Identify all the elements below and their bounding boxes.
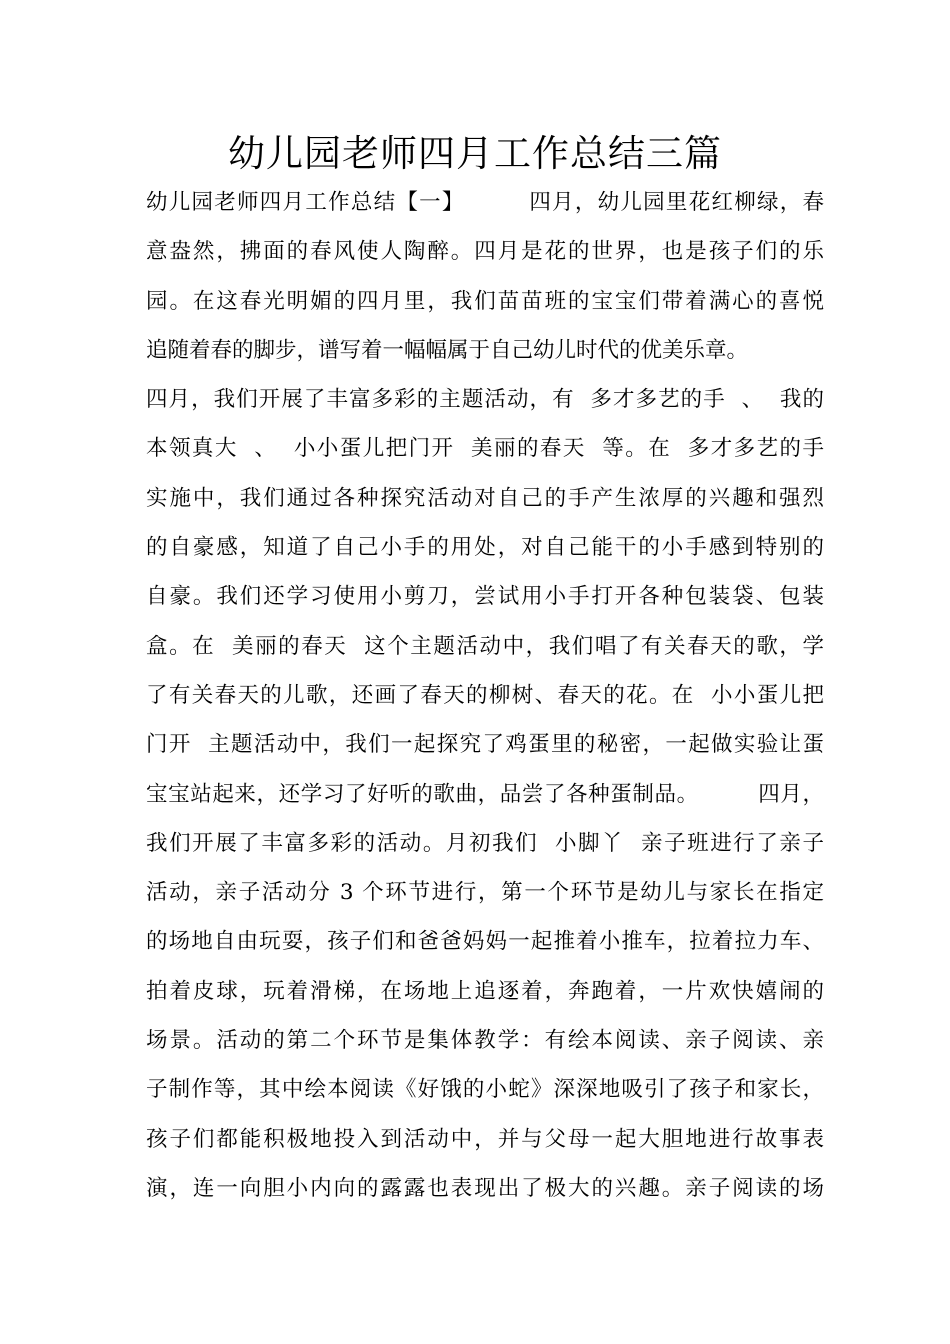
body-line: 自豪。我们还学习使用小剪刀，尝试用小手打开各种包装袋、包装 (146, 584, 824, 610)
body-line: 孩子们都能积极地投入到活动中，并与父母一起大胆地进行故事表 (146, 1126, 824, 1152)
body-line: 宝宝站起来，还学习了好听的歌曲，品尝了各种蛋制品。 四月， (146, 781, 824, 807)
body-line: 幼儿园老师四月工作总结【一】 四月，幼儿园里花红柳绿，春 (146, 190, 824, 215)
body-line: 实施中，我们通过各种探究活动对自己的手产生浓厚的兴趣和强烈 (146, 485, 824, 511)
body-line: 意盎然，拂面的春风使人陶醉。四月是花的世界，也是孩子们的乐 (146, 239, 824, 265)
body-line: 场景。活动的第二个环节是集体教学：有绘本阅读、亲子阅读、亲 (146, 1028, 824, 1054)
body-line: 园。在这春光明媚的四月里，我们苗苗班的宝宝们带着满心的喜悦 (146, 288, 824, 314)
body-line: 四月，我们开展了丰富多彩的主题活动，有 多才多艺的手 、 我的 (146, 387, 824, 413)
body-line: 子制作等，其中绘本阅读《好饿的小蛇》深深地吸引了孩子和家长， (146, 1077, 824, 1103)
body-line: 的场地自由玩耍，孩子们和爸爸妈妈一起推着小推车，拉着拉力车、 (146, 929, 824, 955)
body-line: 活动，亲子活动分 3 个环节进行，第一个环节是幼儿与家长在指定 (146, 880, 824, 906)
body-line: 的自豪感，知道了自己小手的用处，对自己能干的小手感到特别的 (146, 535, 824, 561)
body-line: 追随着春的脚步，谱写着一幅幅属于自己幼儿时代的优美乐章。 (146, 337, 749, 363)
body-line: 了有关春天的儿歌，还画了春天的柳树、春天的花。在 小小蛋儿把 (146, 682, 824, 708)
body-line: 本领真大 、 小小蛋儿把门开 美丽的春天 等。在 多才多艺的手 (146, 436, 824, 462)
body-line: 拍着皮球，玩着滑梯，在场地上追逐着，奔跑着，一片欢快嬉闹的 (146, 978, 824, 1004)
page-title: 幼儿园老师四月工作总结三篇 (228, 132, 722, 175)
body-line: 门开 主题活动中，我们一起探究了鸡蛋里的秘密，一起做实验让蛋 (146, 732, 824, 758)
body-line: 我们开展了丰富多彩的活动。月初我们 小脚丫 亲子班进行了亲子 (146, 830, 824, 856)
body-line: 盒。在 美丽的春天 这个主题活动中，我们唱了有关春天的歌，学 (146, 633, 824, 659)
body-line: 演，连一向胆小内向的露露也表现出了极大的兴趣。亲子阅读的场 (146, 1175, 824, 1201)
document-body (146, 178, 824, 1213)
